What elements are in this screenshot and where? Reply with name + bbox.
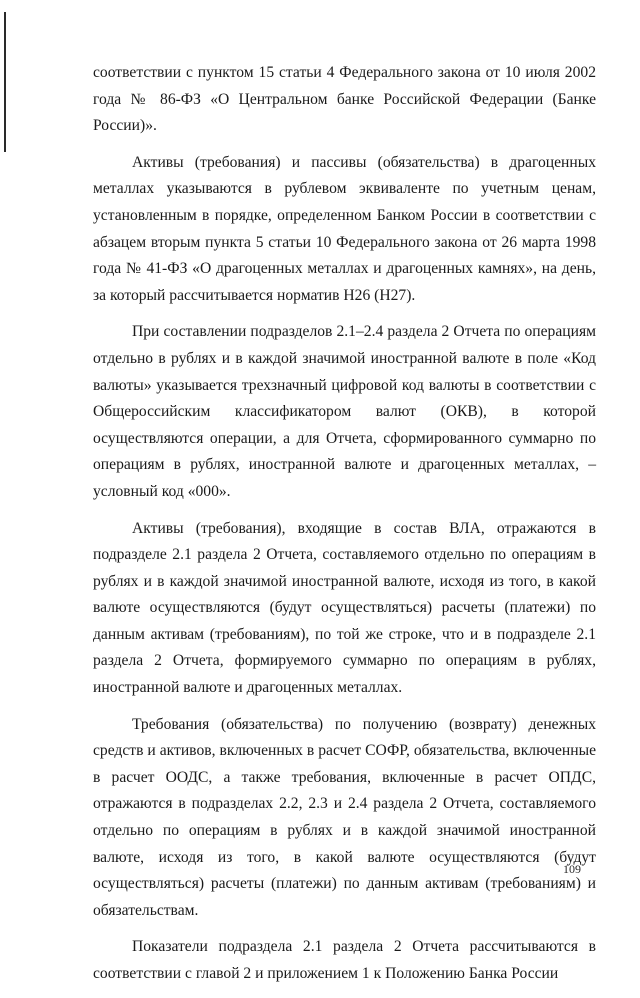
paragraph-currency-code: При составлении подразделов 2.1–2.4 раздела 2 Отчета по операциям отдельно в рублях и в каждой значимой иностранной валюте в поле «Код валюты» указывается трехзначный цифровой код валюты в соответствии с Общероссийским классификатором валют (ОКВ), в которой осуществляются операции, а для Отчета, сформированного суммарно по операциям в рублях, иностранной валюте и драгоценных металлах, – условный код «000». xyxy=(93,323,596,500)
document-body xyxy=(93,60,596,998)
margin-line-mark xyxy=(4,12,6,152)
paragraph-sofr-oods-opds: Требования (обязательства) по получению (возврату) денежных средств и активов, включенных в расчет СОФР, обязательства, включенные в расчет ООДС, а также требования, включенные в расчет ОПДС, отражаются в подразделах 2.2, 2.3 и 2.4 раздела 2 Отчета, составляемого отдельно по операциям в рублях и в каждой значимой иностранной валюте, исходя из того, в какой валюте осуществляются (будут осуществляться) расчеты (платежи) по данным активам (требованиям) и обязательствам. xyxy=(93,715,596,919)
paragraph-precious-metals: Активы (требования) и пассивы (обязательства) в драгоценных металлах указываются в рублевом эквиваленте по учетным ценам, установленным в порядке, определенном Банком России в соответствии с абзацем вторым пункта 5 статьи 10 Федерального закона от 26 марта 1998 года № 41-ФЗ «О драгоценных металлах и драгоценных камнях», на день, за который рассчитывается норматив Н26 (Н27). xyxy=(93,153,596,304)
paragraph-vla-assets: Активы (требования), входящие в состав ВЛА, отражаются в подразделе 2.1 раздела 2 Отчета, составляемого отдельно по операциям в рублях и в каждой значимой иностранной валюте, исходя из того, в какой валюте осуществляются (будут осуществляться) расчеты (платежи) по данным активам (требованиям), по той же строке, что и в подразделе 2.1 раздела 2 Отчета, формируемого суммарно по операциям в рублях, иностранной валюте и драгоценных металлах. xyxy=(93,519,596,697)
page-number: 109 xyxy=(563,862,581,876)
paragraph-continuation: соответствии с пунктом 15 статьи 4 Федерального закона от 10 июля 2002 года № 86-ФЗ «О Центральном банке Российской Федерации (Банке России)». xyxy=(93,64,596,135)
paragraph-subsection-indicators: Показатели подраздела 2.1 раздела 2 Отчета рассчитываются в соответствии с главой 2 и приложением 1 к Положению Банка России xyxy=(93,938,596,982)
